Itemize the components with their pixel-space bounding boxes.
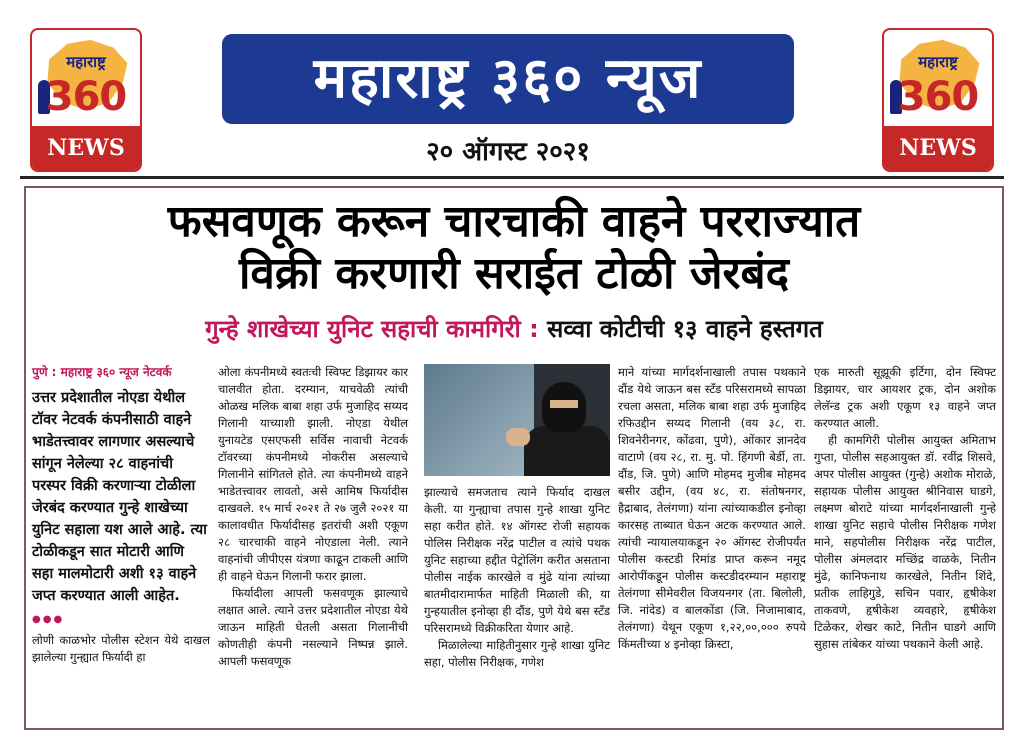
column-3-para-1: झाल्याचे समजताच त्याने फिर्याद दाखल केली. या गुन्ह्याचा तपास गुन्हे शाखा युनिट सहा करीत होते. १४ ऑगस्ट रोजी सहायक पोलिस निरीक्षक नरेंद्र पाटील व त्यांचे पथक युनिट सहाच्या हद्दीत पेट्रोलिंग करीत असताना पोलीस नाईक कारखेले व मुंढे यांना त्यांच्या बातमीदारामार्फत माहिती मिळाली की, या गुन्हयातील इनोव्हा ही दौंड, पुणे येथे बस स्टँड परिसरामध्ये विक्रीकरिता येणार आहे. (424, 485, 610, 635)
eyes-slit-shape (550, 400, 578, 408)
article-column-3 (424, 484, 610, 671)
car-window-shape (424, 364, 534, 476)
article-headline (26, 196, 1002, 300)
headline-line-1: फसवणूक करून चारचाकी वाहने परराज्यात (167, 196, 861, 247)
headline-line-2: विक्री करणारी सराईत टोळी जेरबंद (238, 248, 790, 299)
article-panel (24, 186, 1004, 730)
logo-news-label: NEWS (884, 126, 992, 170)
column-3-para-2: मिळालेल्या माहितीनुसार गुन्हे शाखा युनिट सहा, पोलीस निरीक्षक, गणेश (424, 638, 610, 669)
logo-top-text: महाराष्ट्र (918, 53, 958, 71)
logo-news-label: NEWS (32, 126, 140, 170)
column-5-para-1: एक मारुती सूझूकी इर्टिगा, दोन स्विफ्ट डिझायर, चार आयशर ट्रक, दोन अशोक लेलॅन्ड ट्रक अशी एकूण १३ वाहने जप्त करण्यात आली. (814, 365, 996, 430)
subhead-unit-credit: गुन्हे शाखेच्या युनिट सहाची कामगिरी : (205, 315, 539, 343)
logo-number: 360 (897, 74, 979, 120)
article-column-2 (218, 364, 408, 670)
hand-shape (506, 428, 530, 446)
lead-paragraph: उत्तर प्रदेशातील नोएडा येथील टॉवर नेटवर्क कंपनीसाठी वाहने भाडेतत्त्वावर लागणार असल्याचे सांगून नेलेल्या २८ वाहनांची परस्पर विक्री करणाऱ्या टोळीला जेरबंद करण्यात गुन्हे शाखेच्या युनिट सहाला यश आले आहे. त्या टोळीकडून सात मोटारी आणि सहा मालमोटारी अशी १३ वाहने जप्त करण्यात आली आहेत. (32, 390, 207, 604)
brand-logo-left (30, 28, 142, 172)
column-5-para-2: ही कामगिरी पोलीस आयुक्त अमिताभ गुप्ता, पोलीस सहआयुक्त डॉ. रवींद्र शिसवे, अपर पोलीस आयुक्त (गुन्हे) अशोक मोराळे, सहायक पोलीस आयुक्त श्रीनिवास घाडगे, लक्ष्मण बोराटे यांच्या मार्गदर्शनाखाली गुन्हे शाखा युनिट सहाचे पोलीस निरीक्षक गणेश माने, सहपोलीस निरीक्षक नरेंद्र पाटील, पोलीस अंमलदार मच्छिंद्र वाळके, नितीन मुंढे, कानिफनाथ कारखेले, नितीन शिंदे, प्रतीक लाहिगुडे, सचिन पवार, हृषीकेश ताकवणे, हृषीकेश व्यवहारे, हृषीकेश टिळेकर, शेखर काटे, नितीन घाडगे आणि सुहास तांबेकर यांच्या पथकाने केली आहे. (814, 433, 996, 651)
article-column-1 (32, 364, 210, 666)
thief-in-car-photo (424, 364, 610, 476)
column-4-para-1: माने यांच्या मार्गदर्शनाखाली तपास पथकाने दौंड येथे जाऊन बस स्टँड परिसरामध्ये सापळा रचला असता, मलिक बाबा शहा उर्फ मुजाहिद रफिउद्दीन सय्यद गिलानी (वय ३८, रा. शिवनेरीनगर, कोंढवा, पुणे), ओंकार ज्ञानदेव वाटाणे (वय २८, रा. मु. पो. हिंगणी बेर्डी, ता. दौंड, जि. पुणे) आणि मोहमद मुजीब मोहमद बसीर उद्दीन, (वय ४८, रा. संतोषनगर, हैद्राबाद, तेलंगणा) यांना त्यांच्याकडील इनोव्हा कारसह ताब्यात घेऊन अटक करण्यात आले. त्यांची न्यायालयाकडून २० ऑगस्ट रोजीपर्यंत पोलीस कस्टडी रिमांड प्राप्त करून नमूद आरोपींकडून पोलीस कस्टडीदरम्यान महाराष्ट्र तेलंगणा सीमेवरील विजयनगर (ता. बिलोली, जि. नांदेड) व बालकोंडा (जि. निजामाबाद, तेलंगणा) येथून एकूण १,२२,००,००० रुपये किंमतीच्या ४ इनोव्हा क्रिस्टा, (618, 365, 806, 651)
article-subheadline (26, 312, 1002, 345)
logo-top-text: महाराष्ट्र (66, 53, 106, 71)
person-body-shape (524, 426, 610, 476)
column-1-body: लोणी काळभोर पोलीस स्टेशन येथे दाखल झालेल्या गुन्ह्यात फिर्यादी हा (32, 633, 210, 664)
masthead-divider (20, 176, 1004, 179)
brand-logo-right (882, 28, 994, 172)
issue-date: २० ऑगस्ट २०२१ (426, 137, 590, 167)
subhead-seizure: सव्वा कोटीची १३ वाहने हस्तगत (547, 315, 823, 343)
masthead-title: महाराष्ट्र ३६० न्यूज (222, 34, 794, 124)
article-column-4 (618, 364, 806, 653)
column-2-para-1: ओला कंपनीमध्ये स्वतःची स्विफ्ट डिझायर कार चालवीत होता. दरम्यान, याचवेळी त्यांची ओळख मलिक बाबा शहा उर्फ मुजाहिद सय्यद गिलानी याच्याशी झाली. नोएडा येथील युनायटेड एसएफसी सर्विस नावाची नेटवर्क टॉवरच्या कंपनीमध्ये नोकरीस असल्याचे गिलानीने सांगितले होते. त्या कंपनीमध्ये वाहने भाडेतत्त्वावर लावतो, असे आमिष फिर्यादीस दाखवले. १५ मार्च २०२१ ते २७ जुलै २०२१ या कालावधीत फिर्यादीसह इतरांची अशी एकूण २८ चारचाकी वाहने नोएडाला नेली. त्याने वाहनांची जीपीएस यंत्रणा काढून टाकली आणि ही वाहने घेऊन गिलानी फरार झाला. (218, 365, 408, 583)
dateline: पुणे : महाराष्ट्र ३६० न्यूज नेटवर्क (32, 365, 172, 379)
section-dots: ●●● (32, 614, 65, 625)
column-2-para-2: फिर्यादीला आपली फसवणूक झाल्याचे लक्षात आले. त्याने उत्तर प्रदेशातील नोएडा येथे जाऊन माहिती घेतली असता गिलानीची कोणतीही कंपनी नसल्याने निष्पन्न झाले. आपली फसवणूक (218, 586, 408, 668)
article-column-5 (814, 364, 996, 653)
logo-number: 360 (45, 74, 127, 120)
